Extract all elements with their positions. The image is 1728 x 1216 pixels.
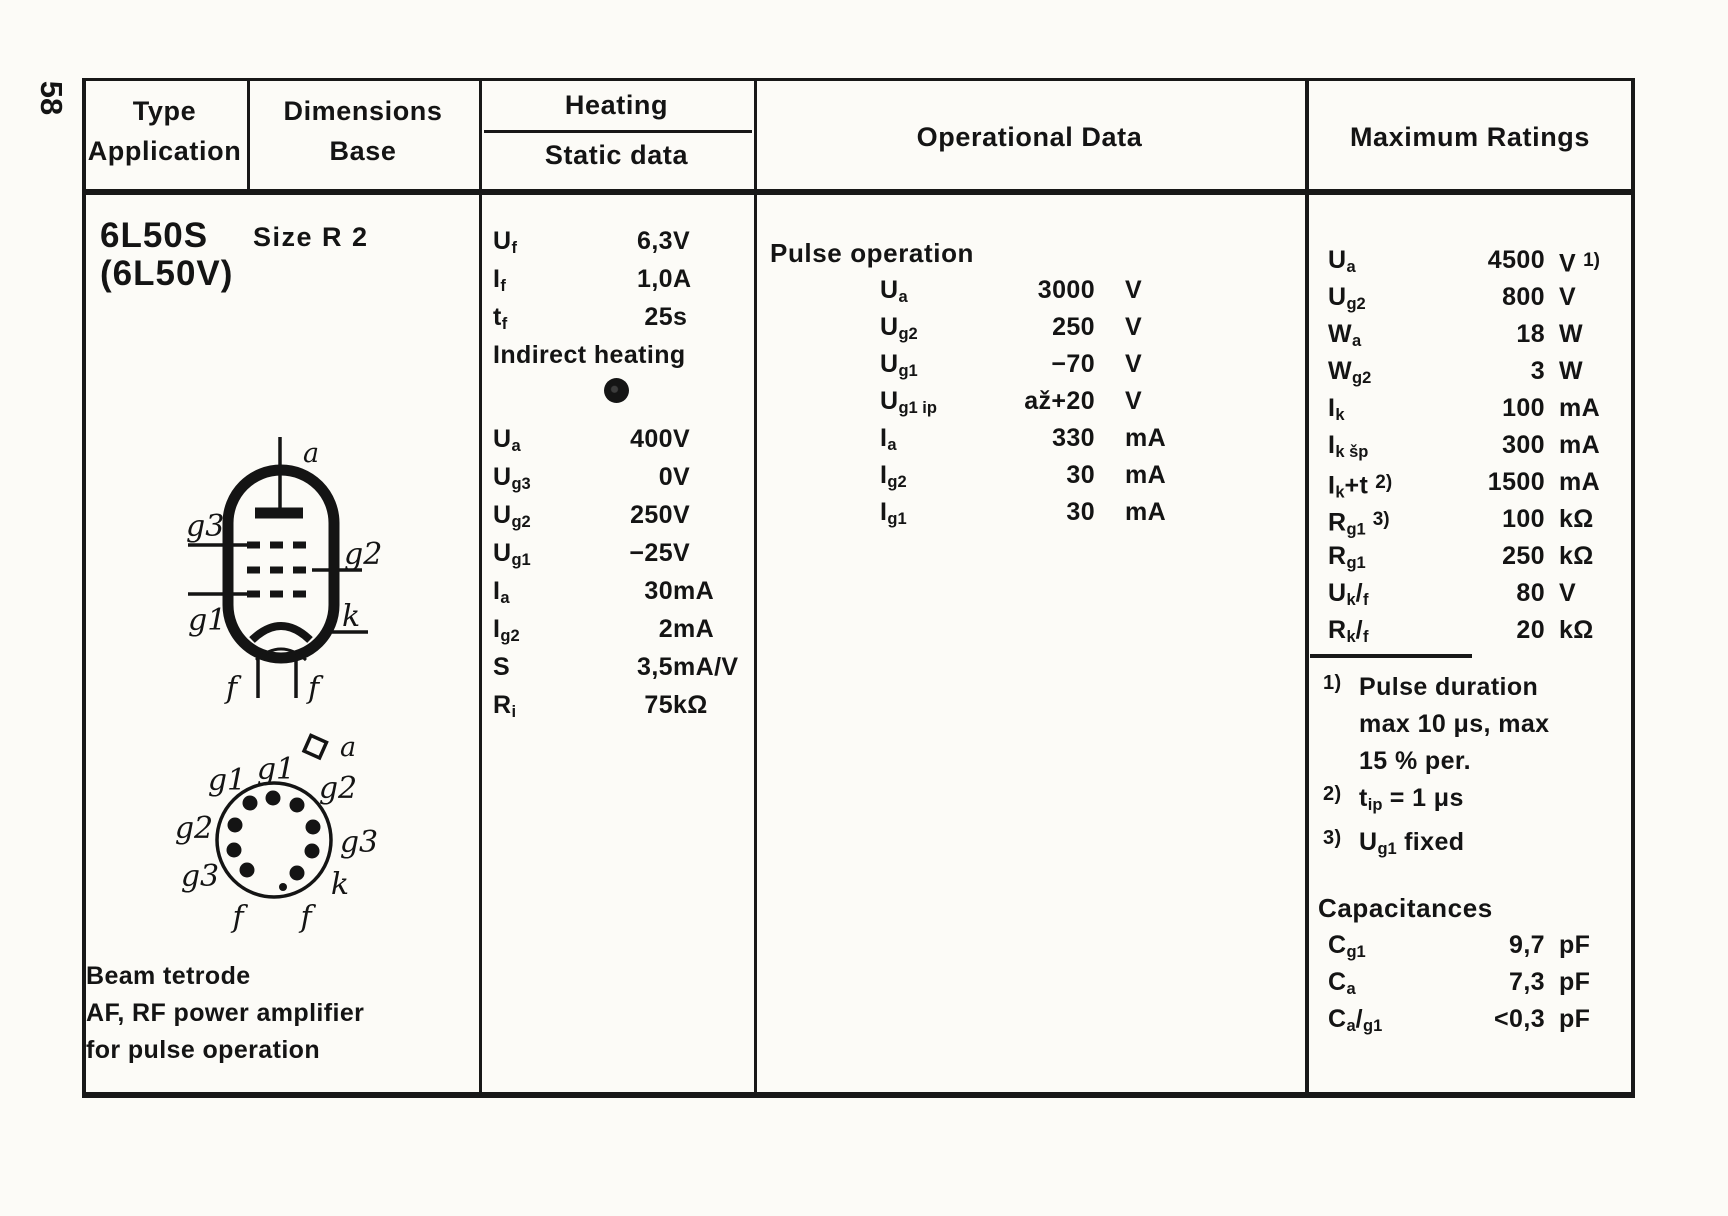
param-unit: V xyxy=(1125,313,1143,341)
param-unit: V xyxy=(1559,283,1577,311)
param-unit: mA xyxy=(1125,424,1167,452)
param-value: 800 xyxy=(1502,283,1545,311)
param-label: $R_k/_f$ xyxy=(1328,616,1369,646)
param-unit: pF xyxy=(1559,930,1591,959)
footnote-line: max 10 μs, max xyxy=(1359,710,1550,738)
param-label: $I_a$ xyxy=(493,577,510,607)
footnote-text: $t_{ip} = 1$ μs xyxy=(1359,784,1464,814)
maximum-row xyxy=(1305,427,1635,464)
capacitances-heading: Capacitances xyxy=(1318,892,1493,923)
footnote-text: $U_{g1}$ fixed xyxy=(1359,827,1465,858)
param-value: 80 xyxy=(1516,579,1545,607)
heating-column xyxy=(479,192,754,724)
maximum-row xyxy=(1305,242,1635,279)
param-label: $R_{g1}$ $^{3)}$ xyxy=(1328,508,1390,539)
param-label: $U_{g1 ip}$ xyxy=(880,387,937,417)
maximum-row xyxy=(1305,316,1635,353)
footnote-2 xyxy=(1305,780,1635,824)
param-value: 3000 xyxy=(1037,276,1095,304)
param-label: $C_{g1}$ xyxy=(1328,930,1366,961)
param-value: 250 xyxy=(1052,313,1095,341)
tube-size: Size R 2 xyxy=(253,222,369,252)
param-value: −70 xyxy=(1051,350,1095,378)
param-value: 30 xyxy=(644,577,673,605)
operational-row xyxy=(754,383,1305,420)
param-value: 1,0 xyxy=(637,265,673,293)
table-border-left xyxy=(82,78,86,1098)
param-value: 6,3 xyxy=(637,227,673,255)
base-pin xyxy=(266,791,281,806)
operational-row xyxy=(754,346,1305,383)
param-unit: mA xyxy=(1559,394,1601,422)
footnote-marker: 1) xyxy=(1583,250,1600,271)
heater-label-right: f xyxy=(308,671,320,706)
param-value: 9,7 xyxy=(1509,930,1545,959)
base-pin xyxy=(228,818,243,833)
base-heater-label: f xyxy=(300,900,312,935)
param-unit: mA xyxy=(1125,498,1167,526)
operational-row xyxy=(754,420,1305,457)
base-g1-label: g1 xyxy=(256,752,296,787)
param-unit: V xyxy=(1559,579,1577,607)
operational-row xyxy=(754,309,1305,346)
param-label: $R_i$ xyxy=(493,691,517,721)
param-label: $U_a$ xyxy=(880,276,908,306)
base-g2-label: g2 xyxy=(318,771,358,806)
param-unit: kΩ xyxy=(1559,505,1594,533)
param-value: 3,5 xyxy=(637,653,673,681)
tube-diagrams xyxy=(120,380,420,940)
param-unit: s xyxy=(673,303,688,331)
param-label: $U_{g2}$ xyxy=(493,501,531,531)
param-label: $R_{g1}$ xyxy=(1328,542,1366,572)
param-value: 20 xyxy=(1516,616,1545,644)
param-unit: kΩ xyxy=(1559,542,1594,570)
param-value: 300 xyxy=(1502,431,1545,459)
base-pin xyxy=(290,866,305,881)
table-border-top xyxy=(82,78,1635,81)
param-unit: W xyxy=(1559,357,1583,385)
param-unit: mA xyxy=(1559,468,1601,496)
param-value: 100 xyxy=(1502,394,1545,422)
param-label: $U_k/_f$ xyxy=(1328,579,1369,609)
header-application: Application xyxy=(87,136,242,166)
footnote-marker: 2) xyxy=(1323,783,1342,805)
param-value: 0 xyxy=(658,463,673,491)
param-label: $I_f$ xyxy=(493,265,506,295)
maximum-row xyxy=(1305,612,1635,649)
static-row xyxy=(479,534,754,572)
maximum-row xyxy=(1305,390,1635,427)
param-label: $U_a$ xyxy=(1328,246,1356,276)
param-label: $U_{g3}$ xyxy=(493,463,531,493)
tube-description xyxy=(86,958,364,1069)
param-value: 25 xyxy=(644,303,673,331)
param-value: −25 xyxy=(629,539,673,567)
param-label: S xyxy=(493,653,511,681)
param-label: $I_k+t$ $^{2)}$ xyxy=(1328,471,1393,502)
param-value: 7,3 xyxy=(1509,967,1545,996)
param-unit: W xyxy=(1559,320,1583,348)
maximum-row xyxy=(1305,538,1635,575)
param-label: $I_{g2}$ xyxy=(493,615,520,645)
base-pin xyxy=(290,798,305,813)
maximum-row xyxy=(1305,279,1635,316)
base-cathode-label: k xyxy=(330,867,350,902)
param-label: $U_{g2}$ xyxy=(880,313,918,343)
param-unit: V xyxy=(673,463,691,491)
header-operational-data: Operational Data xyxy=(916,122,1143,152)
page-number: 58 xyxy=(34,80,70,116)
static-row xyxy=(479,648,754,686)
maximum-row xyxy=(1305,353,1635,390)
param-unit: mA xyxy=(673,615,715,643)
param-unit: kΩ xyxy=(1559,616,1594,644)
param-unit: V xyxy=(673,425,691,453)
footnote-line: 15 % per. xyxy=(1359,747,1471,775)
base-g1-label: g1 xyxy=(207,763,247,798)
pulse-operation-heading: Pulse operation xyxy=(770,238,975,268)
param-value: 4500 xyxy=(1487,246,1545,274)
heating-row xyxy=(479,222,754,260)
param-value: 18 xyxy=(1516,320,1545,348)
maximum-row xyxy=(1305,464,1635,501)
table-border-bottom xyxy=(82,1092,1635,1098)
capacitance-row xyxy=(1305,964,1635,1001)
base-heater-label: f xyxy=(232,900,244,935)
tube-alt-name: (6L50V) xyxy=(100,254,234,293)
header-heating: Heating xyxy=(564,90,669,120)
static-row xyxy=(479,686,754,724)
description-line: for pulse operation xyxy=(86,1036,321,1064)
param-label: $U_{g1}$ xyxy=(493,539,531,569)
param-unit: V xyxy=(673,227,691,255)
footnote-marker: 3) xyxy=(1323,826,1342,849)
g3-label: g3 xyxy=(186,509,225,544)
param-unit: mA xyxy=(1125,461,1167,489)
param-label: $U_a$ xyxy=(493,425,521,455)
param-label: $I_{g1}$ xyxy=(880,498,907,528)
param-unit: V xyxy=(1125,350,1143,378)
param-value: 30 xyxy=(1066,498,1095,526)
param-unit: V xyxy=(673,539,691,567)
g2-label: g2 xyxy=(344,537,383,572)
static-row xyxy=(479,572,754,610)
param-value: 250 xyxy=(1502,542,1545,570)
param-label: $U_{g1}$ xyxy=(880,350,918,380)
param-label: $U_{g2}$ xyxy=(1328,283,1366,313)
param-unit: mA/V xyxy=(673,653,739,681)
header-maximum-ratings: Maximum Ratings xyxy=(1349,122,1591,152)
param-value: 2 xyxy=(658,615,673,643)
param-value: 1500 xyxy=(1487,468,1545,496)
header-base: Base xyxy=(329,136,397,166)
static-row xyxy=(479,496,754,534)
param-value: 75 xyxy=(644,691,673,719)
param-unit: pF xyxy=(1559,1004,1591,1033)
static-row xyxy=(479,420,754,458)
heating-header-underline xyxy=(484,130,752,133)
operational-column xyxy=(754,192,1305,531)
capacitance-row xyxy=(1305,1001,1635,1038)
param-label: $W_a$ xyxy=(1328,320,1362,350)
heating-row xyxy=(479,260,754,298)
description-line: Beam tetrode xyxy=(86,962,251,990)
cathode-label: k xyxy=(342,599,361,634)
heater-label-left: f xyxy=(226,671,238,706)
operational-row xyxy=(754,494,1305,531)
base-pin xyxy=(227,843,242,858)
capacitance-row xyxy=(1305,927,1635,964)
maximum-ratings-column xyxy=(1305,192,1635,1038)
param-unit: pF xyxy=(1559,967,1591,996)
footnote-1 xyxy=(1305,669,1635,780)
cathode-arc xyxy=(252,626,310,640)
base-g2-label: g2 xyxy=(174,811,214,846)
maximum-row xyxy=(1305,501,1635,538)
param-label: $U_f$ xyxy=(493,227,517,257)
base-pin xyxy=(240,863,255,878)
param-value: 250 xyxy=(630,501,673,529)
heating-note: Indirect heating xyxy=(493,341,686,369)
param-value: 100 xyxy=(1502,505,1545,533)
static-row xyxy=(479,458,754,496)
param-unit: V xyxy=(1125,387,1143,415)
param-label: $I_k$ xyxy=(1328,394,1345,424)
param-value: <0,3 xyxy=(1494,1004,1545,1033)
param-unit: V xyxy=(1125,276,1143,304)
footnote-3 xyxy=(1305,824,1635,868)
param-label: $t_f$ xyxy=(493,303,508,333)
base-g3-label: g3 xyxy=(180,859,220,894)
footnote-text xyxy=(1359,669,1635,780)
param-label: $I_{k šp}$ xyxy=(1328,431,1369,461)
param-unit: A xyxy=(673,265,692,293)
g1-label: g1 xyxy=(188,603,227,638)
param-value: až+20 xyxy=(1024,387,1095,415)
param-label: $I_a$ xyxy=(880,424,897,454)
param-value: 3 xyxy=(1530,357,1545,385)
divider-type-dimensions xyxy=(247,78,250,189)
param-value: 30 xyxy=(1066,461,1095,489)
param-label: $C_a$ xyxy=(1328,967,1356,998)
unit-text: V xyxy=(1559,249,1577,278)
param-unit: V xyxy=(673,501,691,529)
param-unit: mA xyxy=(673,577,715,605)
param-value: 400 xyxy=(630,425,673,453)
footnote-marker: 1) xyxy=(1323,672,1342,694)
header-static-data: Static data xyxy=(544,140,689,170)
base-pin xyxy=(306,820,321,835)
base-g3-label: g3 xyxy=(339,825,379,860)
param-unit: mA xyxy=(1559,431,1601,459)
param-unit: kΩ xyxy=(673,691,708,719)
base-anode-label: a xyxy=(340,732,357,763)
param-label: $W_{g2}$ xyxy=(1328,357,1372,387)
operational-row xyxy=(754,457,1305,494)
param-label: $I_{g2}$ xyxy=(880,461,907,491)
static-row xyxy=(479,610,754,648)
heating-row xyxy=(479,298,754,336)
header-type: Type xyxy=(132,96,197,126)
maximum-row xyxy=(1305,575,1635,612)
description-line: AF, RF power amplifier xyxy=(86,999,365,1027)
base-index-pin xyxy=(279,883,287,891)
base-pin xyxy=(305,844,320,859)
footnote-line: Pulse duration xyxy=(1359,673,1539,701)
operational-row xyxy=(754,272,1305,309)
tube-name: 6L50S xyxy=(100,216,209,255)
header-dimensions: Dimensions xyxy=(283,96,443,126)
top-cap-icon xyxy=(304,735,326,757)
anode-label: a xyxy=(303,438,320,469)
param-value: 330 xyxy=(1052,424,1095,452)
param-label: $C_a/_{g1}$ xyxy=(1328,1004,1383,1035)
